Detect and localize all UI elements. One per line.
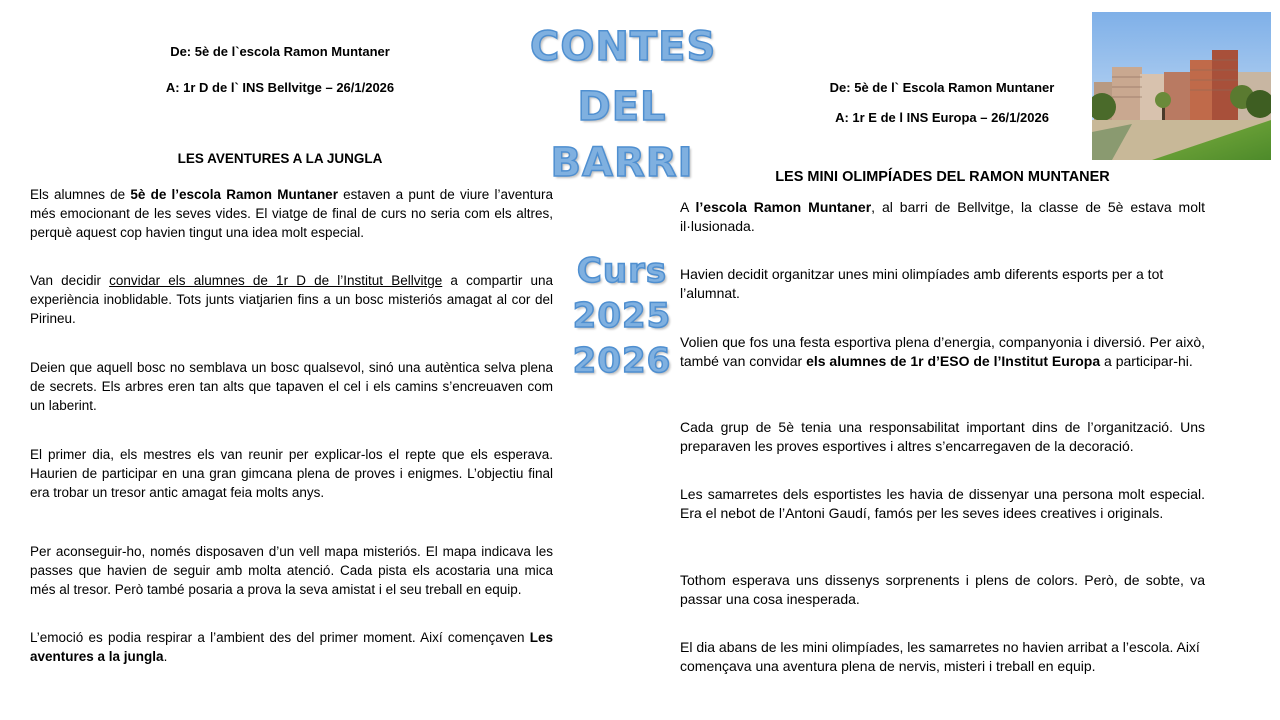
left-to-line: A: 1r D de l` INS Bellvitge – 26/1/2026 <box>165 80 395 95</box>
center-year-2025: 2025 <box>572 296 672 336</box>
right-to-line: A: 1r E de l INS Europa – 26/1/2026 <box>835 110 1049 125</box>
center-year-2026: 2026 <box>572 341 672 381</box>
right-paragraph-5: Les samarretes dels esportistes les havia de dissenyar una persona molt especial. Era el nebot de l’Antoni Gaudí, famós per les seves idees creatives i originals. <box>680 486 1205 521</box>
left-paragraph-4: El primer dia, els mestres els van reunir per explicar-los el repte que els esperava. Haurien de participar en una gran gimcana plena de proves i enigmes. L’objectiu final era trobar un tresor antic amagat feia molts anys. <box>30 447 553 500</box>
neighborhood-photo <box>1092 12 1271 160</box>
right-story-title: LES MINI OLIMPÍADES DEL RAMON MUNTANER <box>775 169 1110 185</box>
right-paragraph-6: Tothom esperava uns dissenys sorprenents i plens de colors. Però, de sobte, va passar una cosa inesperada. <box>680 572 1205 607</box>
right-paragraph-1: A l’escola Ramon Muntaner, al barri de Bellvitge, la classe de 5è estava molt il·lusionada. <box>680 199 1205 234</box>
center-title-contes: CONTES <box>530 24 717 70</box>
center-title-del: DEL <box>577 84 667 130</box>
right-paragraph-3: Volien que fos una festa esportiva plena d’energia, companyonia i diversió. Per això, també van convidar els alumnes de 1r d’ESO de l’Institut Europa a participar-hi. <box>680 334 1205 369</box>
right-from-line: De: 5è de l` Escola Ramon Muntaner <box>829 80 1055 95</box>
left-paragraph-6: L’emoció es podia respirar a l’ambient des del primer moment. Així començaven Les aventures a la jungla. <box>30 630 553 664</box>
left-paragraph-3: Deien que aquell bosc no semblava un bosc qualsevol, sinó una autèntica selva plena de secrets. Els arbres eren tan alts que tapaven el cel i els camins s’encreuaven com un laberint. <box>30 360 553 413</box>
left-story-title: LES AVENTURES A LA JUNGLA <box>177 151 383 166</box>
right-paragraph-2: Havien decidit organitzar unes mini olimpíades amb diferents esports per a tot l’alumnat. <box>680 266 1164 301</box>
left-paragraph-1: Els alumnes de 5è de l’escola Ramon Muntaner estaven a punt de viure l’aventura més emocionant de les seves vides. El viatge de final de curs no seria com els altres, perquè aquest cop havien tingut una idea molt especial. <box>30 187 553 240</box>
left-from-line: De: 5è de l`escola Ramon Muntaner <box>170 44 390 59</box>
right-paragraph-4: Cada grup de 5è tenia una responsabilitat important dins de l’organització. Uns preparaven les proves esportives i altres s’encarregaven de la decoració. <box>680 419 1205 454</box>
left-paragraph-5: Per aconseguir-ho, només disposaven d’un vell mapa misteriós. El mapa indicava les passes que havien de seguir amb molta atenció. Cada pista els acostaria una mica més al tresor. Però també posaria a prova la seva amistat i el seu treball en equip. <box>30 544 553 597</box>
center-title-barri: BARRI <box>550 140 694 186</box>
left-paragraph-2: Van decidir convidar els alumnes de 1r D de l’Institut Bellvitge a compartir una experiència inoblidable. Tots junts viatjarien fins a un bosc misteriós amagat al cor del Pirineu. <box>30 273 554 326</box>
center-curs-label: Curs <box>576 251 668 291</box>
right-paragraph-7: El dia abans de les mini olimpíades, les samarretes no havien arribat a l’escola. Així començava una aventura plena de nervis, misteri i treball en equip. <box>680 639 1200 674</box>
